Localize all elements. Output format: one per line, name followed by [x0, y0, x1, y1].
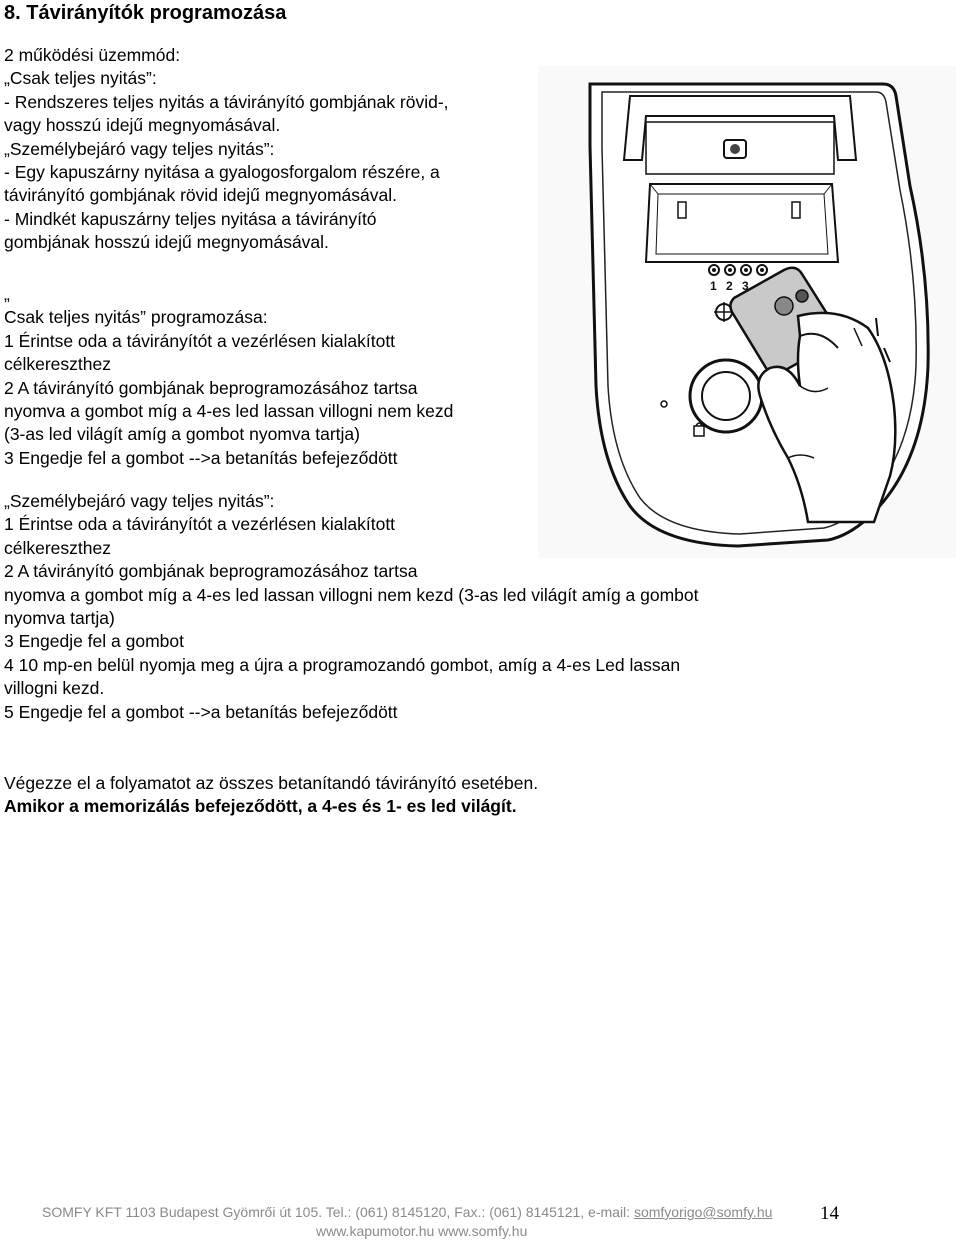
- dial-inner: [702, 372, 750, 420]
- left-clip: [678, 202, 686, 218]
- text-line: - Rendszeres teljes nyitás a távirányító gombjának rövid-,: [4, 91, 449, 112]
- footer-contact-line: [42, 1204, 772, 1220]
- text-line: „Csak teljes nyitás”:: [4, 68, 157, 89]
- text-line: nyomva tartja): [4, 608, 115, 629]
- remote-programming-illustration: [538, 66, 956, 558]
- footer-websites[interactable]: www.kapumotor.hu www.somfy.hu: [316, 1223, 528, 1239]
- board-frame: [646, 184, 838, 262]
- section-title: 8. Távirányítók programozása: [4, 2, 287, 24]
- text-line: 3 Engedje fel a gombot -->a betanítás befejeződött: [4, 447, 398, 468]
- footer-address: SOMFY KFT 1103 Budapest Gyömrői út 105. Tel.: (061) 8145120, Fax.: (061) 8145121, e-mail:: [42, 1204, 634, 1220]
- text-line: 2 A távirányító gombjának beprogramozásához tartsa: [4, 561, 418, 582]
- text-line: 5 Engedje fel a gombot -->a betanítás befejeződött: [4, 701, 398, 722]
- text-line: célkereszthez: [4, 354, 111, 375]
- closing-note: Végezze el a folyamatot az összes betanítandó távirányító esetében.: [4, 773, 539, 793]
- text-line: 1 Érintse oda a távirányítót a vezérlésen kialakított: [4, 330, 396, 351]
- right-clip: [792, 202, 800, 218]
- screw-icon: [730, 144, 740, 154]
- closing-notes: [4, 772, 538, 819]
- text-line: nyomva a gombot míg a 4-es led lassan villogni nem kezd (3-as led világít amíg a gombot: [4, 584, 699, 605]
- text-line: célkereszthez: [4, 537, 111, 558]
- text-line: 2 A távirányító gombjának beprogramozásához tartsa: [4, 377, 418, 398]
- text-line: gombjának hosszú idejű megnyomásával.: [4, 232, 329, 253]
- text-line: - Mindkét kapuszárny teljes nyitása a távirányító: [4, 208, 377, 229]
- led-label-1: 1: [710, 279, 717, 293]
- text-line: távirányító gombjának rövid idejű megnyomásával.: [4, 185, 397, 206]
- text-line: 2 működési üzemmód:: [4, 45, 181, 65]
- modes-description: [4, 44, 449, 255]
- text-line: vagy hosszú idejű megnyomásával.: [4, 115, 281, 136]
- footer-email-link[interactable]: somfyorigo@somfy.hu: [633, 1204, 773, 1220]
- text-line: nyomva a gombot míg a 4-es led lassan villogni nem kezd: [4, 401, 454, 422]
- text-line: „Személybejáró vagy teljes nyitás”:: [4, 491, 275, 511]
- closing-bold-note: Amikor a memorizálás befejeződött, a 4-es és 1- es led világít.: [4, 796, 517, 817]
- text-line: Csak teljes nyitás” programozása:: [4, 307, 268, 328]
- text-line: „: [4, 284, 10, 304]
- text-line: - Egy kapuszárny nyitása a gyalogosforgalom részére, a: [4, 162, 440, 183]
- led-label-3: 3: [742, 279, 749, 293]
- led-label-2: 2: [726, 279, 733, 293]
- full-open-programming: [4, 283, 453, 470]
- text-line: 4 10 mp-en belül nyomja meg a újra a programozandó gombot, amíg a 4-es Led lassan: [4, 654, 681, 675]
- control-unit-drawing: [538, 66, 956, 558]
- text-line: 3 Engedje fel a gombot: [4, 631, 184, 652]
- text-line: (3-as led világít amíg a gombot nyomva tartja): [4, 424, 360, 445]
- text-line: 1 Érintse oda a távirányítót a vezérlésen kialakított: [4, 514, 396, 535]
- page-number: 14: [820, 1203, 839, 1224]
- text-line: villogni kezd.: [4, 678, 105, 699]
- text-line: „Személybejáró vagy teljes nyitás”:: [4, 138, 275, 159]
